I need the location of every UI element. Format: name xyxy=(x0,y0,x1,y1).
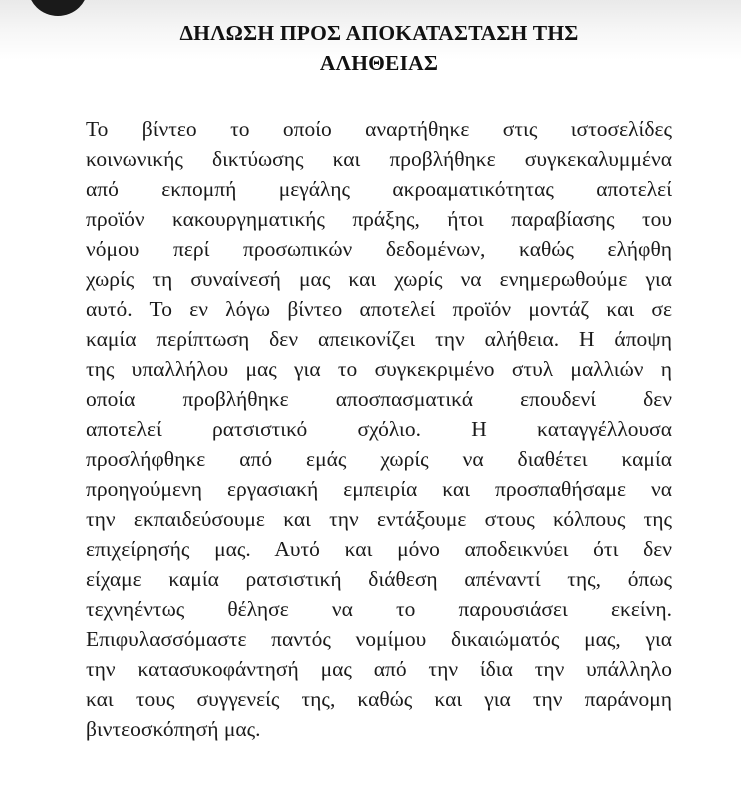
body-line: προϊόν κακουργηματικής πράξης, ήτοι παραβίασης του xyxy=(86,207,672,231)
body-line: επιχείρησής μας. Αυτό και μόνο αποδεικνύει ότι δεν xyxy=(86,537,672,561)
body-line: χωρίς τη συναίνεσή μας και χωρίς να ενημερωθούμε για xyxy=(86,267,672,291)
body-line: βιντεοσκόπησή μας. xyxy=(86,717,261,741)
body-line: της υπαλλήλου μας για το συγκεκριμένο στυλ μαλλιών η xyxy=(86,357,672,381)
title-line: ΔΗΛΩΣΗ ΠΡΟΣ ΑΠΟΚΑΤΑΣΤΑΣΗ ΤΗΣ xyxy=(179,21,579,45)
body-line: είχαμε καμία ρατσιστική διάθεση απέναντί της, όπως xyxy=(86,567,672,591)
document-title xyxy=(86,18,672,78)
body-line: αποτελεί ρατσιστικό σχόλιο. Η καταγγέλλουσα xyxy=(86,417,672,441)
body-line: αυτό. Το εν λόγω βίντεο αποτελεί προϊόν μοντάζ και σε xyxy=(86,297,672,321)
body-line: προηγούμενη εργασιακή εμπειρία και προσπαθήσαμε να xyxy=(86,477,672,501)
body-line: και τους συγγενείς της, καθώς και για την παράνομη xyxy=(86,687,672,711)
body-line: Το βίντεο το οποίο αναρτήθηκε στις ιστοσελίδες xyxy=(86,117,672,141)
body-line: κοινωνικής δικτύωσης και προβλήθηκε συγκεκαλυμμένα xyxy=(86,147,672,171)
body-line: από εκπομπή μεγάλης ακροαματικότητας αποτελεί xyxy=(86,177,672,201)
body-line: Επιφυλασσόμαστε παντός νομίμου δικαιώματός μας, για xyxy=(86,627,672,651)
body-line: νόμου περί προσωπικών δεδομένων, καθώς ελήφθη xyxy=(86,237,672,261)
body-line: οποία προβλήθηκε αποσπασματικά επουδενί δεν xyxy=(86,387,672,411)
statement-document xyxy=(86,18,672,744)
body-line: τεχνηέντως θέλησε να το παρουσιάσει εκείνη. xyxy=(86,597,672,621)
body-line: την εκπαιδεύσουμε και την εντάξουμε στους κόλπους της xyxy=(86,507,672,531)
body-line: την κατασυκοφάντησή μας από την ίδια την υπάλληλο xyxy=(86,657,672,681)
body-line: καμία περίπτωση δεν απεικονίζει την αλήθεια. Η άποψη xyxy=(86,327,672,351)
document-body xyxy=(86,114,672,744)
body-line: προσλήφθηκε από εμάς χωρίς να διαθέτει καμία xyxy=(86,447,672,471)
title-line: ΑΛΗΘΕΙΑΣ xyxy=(319,51,439,75)
